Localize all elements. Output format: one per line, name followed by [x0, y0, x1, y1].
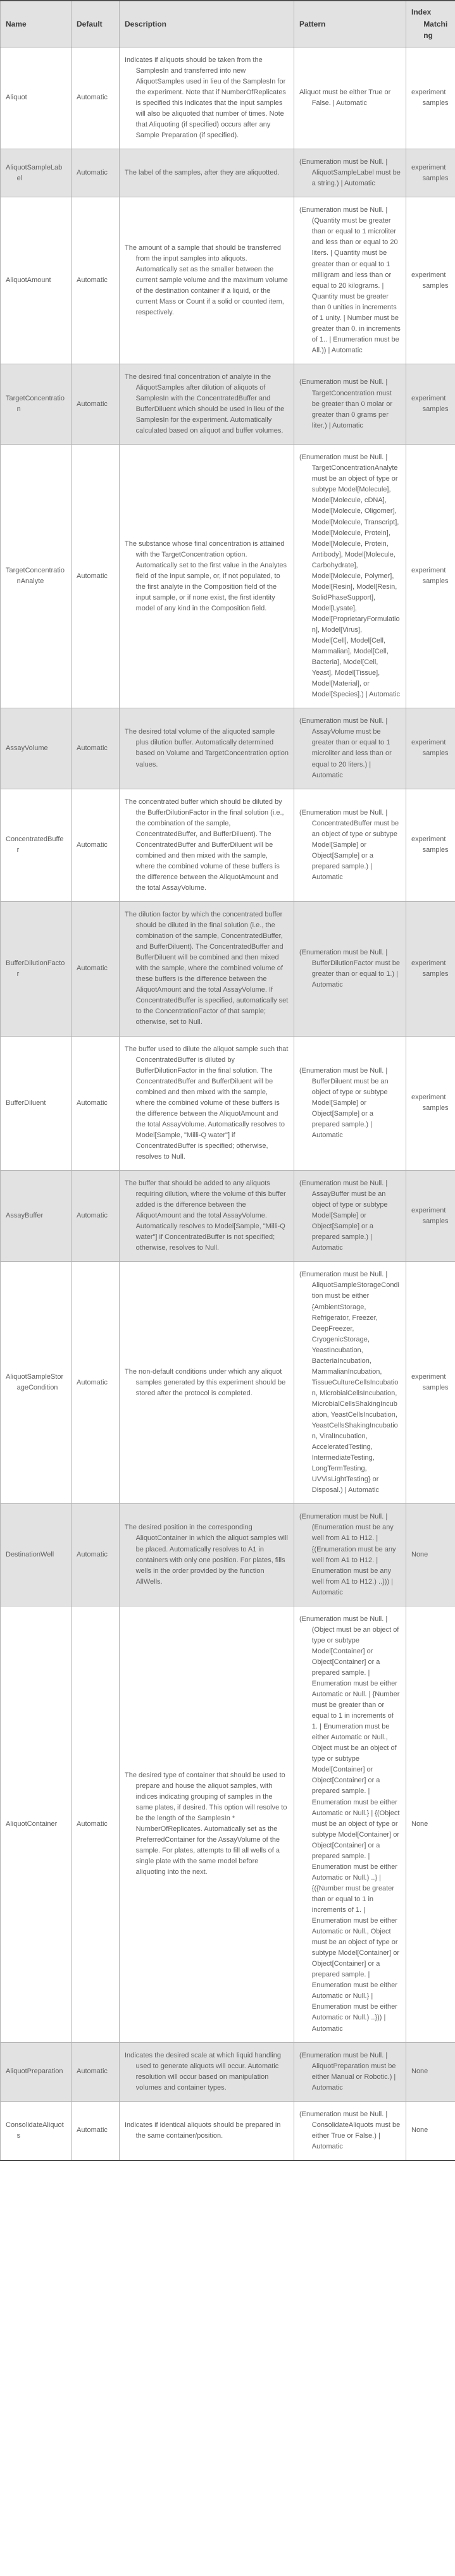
option-name-cell: [1, 2042, 72, 2101]
option-pattern-cell: [294, 364, 406, 444]
option-description: Indicates if aliquots should be taken from the SamplesIn and transferred into new AliquotSamples used in lieu of the SamplesIn for the experiment. Note that if NumberOfReplicates is specified this indicates that the input samples will also be aliquoted that number of times. Note that Aliquoting (if specified) occurs after any Sample Preparation (if specified).: [125, 56, 286, 140]
table-row: [1, 2042, 455, 2101]
option-default-cell: [72, 1171, 120, 1262]
option-name-cell: [1, 47, 72, 149]
option-index-matching-cell: [406, 1171, 455, 1262]
option-default-value: Automatic: [77, 572, 108, 580]
option-description: Indicates if identical aliquots should be prepared in the same container/position.: [125, 2121, 281, 2140]
option-default-value: Automatic: [77, 1820, 108, 1828]
column-header-default: [72, 1, 120, 47]
option-pattern: (Enumeration must be Null. | AssayBuffer must be an object of type or subtype Model[Sample] or Object[Sample] or a prepared sample.) | Automatic: [299, 1180, 388, 1252]
option-index-matching-cell: [406, 364, 455, 444]
option-default-cell: [72, 149, 120, 197]
option-description-cell: [120, 197, 294, 364]
option-name-cell: [1, 445, 72, 708]
option-index-matching-cell: [406, 1606, 455, 2042]
option-index-matching: experiment samples: [411, 1373, 449, 1392]
option-name-cell: [1, 1606, 72, 2042]
option-description-cell: [120, 2101, 294, 2160]
option-name: AssayVolume: [6, 744, 48, 752]
option-pattern: (Enumeration must be Null. | AssayVolume must be greater than or equal to 1 microliter and less than or equal to 20 liters.) | Automatic: [299, 717, 392, 779]
column-header-description: [120, 1, 294, 47]
option-pattern-cell: [294, 149, 406, 197]
option-index-matching-cell: [406, 2101, 455, 2160]
option-default-cell: [72, 1504, 120, 1606]
table-row: [1, 1504, 455, 1606]
option-pattern: (Enumeration must be Null. | ConcentratedBuffer must be an object of type or subtype Model[Sample] or Object[Sample] or a prepared sample.) | Automatic: [299, 808, 399, 881]
option-description: The desired position in the corresponding AliquotContainer in which the aliquot samples will be placed. Automatically resolves to A1 in containers with only one position. For plates, fills wells in the order provided by the function AllWells.: [125, 1524, 288, 1586]
column-header-description-label: Description: [125, 19, 167, 28]
option-index-matching: experiment samples: [411, 959, 449, 978]
column-header-pattern: [294, 1, 406, 47]
option-name-cell: [1, 364, 72, 444]
option-pattern: (Enumeration must be Null. | ConsolidateAliquots must be either True or False.) | Automatic: [299, 2110, 401, 2150]
option-description-cell: [120, 1171, 294, 1262]
option-pattern-cell: [294, 1606, 406, 2042]
option-pattern-cell: [294, 445, 406, 708]
table-row: [1, 708, 455, 789]
option-pattern: (Enumeration must be Null. | (Quantity must be greater than or equal to 1 microliter and less than or equal to 20 liters. | Quantity must be greater than or equal to 1 milligram and less than or equal to 20 kilograms. | Quantity must be greater than 0 unities in increments of 1 unity. | Number must be greater than 0. in increments of 1.. | Enumeration must be All.)) | Automatic: [299, 206, 401, 354]
option-default-cell: [72, 1262, 120, 1504]
option-default-value: Automatic: [77, 169, 108, 177]
option-description: The desired total volume of the aliquoted sample plus dilution buffer. Automatically determined based on Volume and TargetConcentration option values.: [125, 728, 289, 768]
option-name-cell: [1, 1504, 72, 1606]
option-pattern-cell: [294, 1262, 406, 1504]
option-pattern-cell: [294, 1036, 406, 1171]
option-description-cell: [120, 902, 294, 1037]
option-description-cell: [120, 149, 294, 197]
option-index-matching: experiment samples: [411, 1094, 449, 1112]
option-pattern: Aliquot must be either True or False. | Automatic: [299, 88, 391, 107]
column-header-name: [1, 1, 72, 47]
option-description: The label of the samples, after they are aliquotted.: [125, 169, 280, 177]
option-index-matching: experiment samples: [411, 739, 449, 758]
option-description: Indicates the desired scale at which liquid handling used to generate aliquots will occur. Automatic resolution will occur based on manipulation volumes and container types.: [125, 2051, 282, 2092]
option-index-matching-cell: [406, 708, 455, 789]
option-default-value: Automatic: [77, 2068, 108, 2076]
option-description: The dilution factor by which the concentrated buffer should be diluted in the final solution (i.e., the combination of the sample, ConcentratedBuffer, and BufferDiluent). The ConcentratedBuffer and BufferDiluent will be combined and then mixed with the sample, where the combined volume of these buffers is the difference between the AliquotAmount and the total AssayVolume. If ConcentratedBuffer is specified, automatically set to the ConcentrationFactor of that sample; otherwise, set to Null.: [125, 911, 289, 1026]
table-row: [1, 149, 455, 197]
option-index-matching-cell: [406, 197, 455, 364]
option-name: AliquotSampleStorageCondition: [6, 1373, 64, 1392]
table-row: [1, 1262, 455, 1504]
option-index-matching: experiment samples: [411, 271, 449, 290]
option-description-cell: [120, 445, 294, 708]
option-index-matching: experiment samples: [411, 835, 449, 854]
option-name: TargetConcentration: [6, 395, 65, 414]
option-default-value: Automatic: [77, 744, 108, 752]
option-name: AliquotContainer: [6, 1820, 58, 1828]
option-description-cell: [120, 1606, 294, 2042]
option-index-matching-cell: [406, 1504, 455, 1606]
option-index-matching: experiment samples: [411, 1206, 449, 1225]
option-index-matching: experiment samples: [411, 567, 449, 586]
option-pattern: (Enumeration must be Null. | TargetConcentration must be greater than 0 molar or greater than 0 grams per liter.) | Automatic: [299, 378, 392, 429]
option-pattern: (Enumeration must be Null. | AliquotSampleStorageCondition must be either {AmbientStorage, Refrigerator, Freezer, DeepFreezer, CryogenicStorage, YeastIncubation, BacteriaIncubation, MammalianIncubation, TissueCultureCellsIncubation, MicrobialCellsIncubation, MicrobialCellsShakingIncubation, YeastCellsIncubation, YeastCellsShakingIncubation, ViralIncubation, AcceleratedTesting, IntermediateTesting, LongTermTesting, UVVisLightTesting} or Disposal.) | Automatic: [299, 1271, 399, 1494]
option-pattern-cell: [294, 47, 406, 149]
option-index-matching-cell: [406, 1036, 455, 1171]
option-name: ConsolidateAliquots: [6, 2121, 64, 2140]
column-header-index-matching: [406, 1, 455, 47]
option-default-cell: [72, 708, 120, 789]
option-pattern-cell: [294, 902, 406, 1037]
option-name: AliquotPreparation: [6, 2068, 63, 2076]
option-default-value: Automatic: [77, 1551, 108, 1559]
option-name: BufferDiluent: [6, 1099, 46, 1107]
option-index-matching: experiment samples: [411, 88, 449, 107]
option-default-value: Automatic: [77, 94, 108, 102]
option-default-cell: [72, 2101, 120, 2160]
option-description-cell: [120, 364, 294, 444]
option-default-value: Automatic: [77, 841, 108, 849]
table-body: [1, 47, 455, 2160]
option-index-matching: None: [411, 1551, 428, 1559]
option-pattern-cell: [294, 789, 406, 901]
table-header: [1, 1, 455, 47]
option-pattern-cell: [294, 197, 406, 364]
option-description: The amount of a sample that should be transferred from the input samples into aliquots. Automatically set as the smaller between the current sample volume and the maximum volume of the destination container if a liquid, or the current Mass or Count if a solid or counted item, respectively.: [125, 243, 288, 317]
option-index-matching-cell: [406, 47, 455, 149]
option-name-cell: [1, 902, 72, 1037]
option-index-matching-cell: [406, 445, 455, 708]
option-description-cell: [120, 2042, 294, 2101]
option-description-cell: [120, 1036, 294, 1171]
option-name-cell: [1, 708, 72, 789]
option-index-matching-cell: [406, 902, 455, 1037]
option-name: AliquotAmount: [6, 276, 51, 285]
option-default-cell: [72, 197, 120, 364]
option-default-cell: [72, 1606, 120, 2042]
option-pattern: (Enumeration must be Null. | (Object must be an object of type or subtype Model[Container] or Object[Container] or a prepared sample. | Enumeration must be either Automatic or Null. | {Number must be greater than or equal to 1 in increments of 1. | Enumeration must be either Automatic or Null., Object must be an object of type or subtype Model[Container] or Object[Container] or a prepared sample. | Enumeration must be either Automatic or Null.} | {(Object must be an object of type or subtype Model[Container] or Object[Container] or a prepared sample. | Enumeration must be either Automatic or Null.) ..} | {({Number must be greater than or equal to 1 in increments of 1. | Enumeration must be either Automatic or Null., Object must be an object of type or subtype Model[Container] or Object[Container] or a prepared sample. | Enumeration must be either Automatic or Null.} | Enumeration must be either Automatic or Null.) ..})) | Automatic: [299, 1615, 400, 2033]
table-row: [1, 2101, 455, 2160]
column-header-index-matching-label: Index Matching: [411, 8, 448, 40]
option-pattern: (Enumeration must be Null. | BufferDiluent must be an object of type or subtype Model[Sample] or Object[Sample] or a prepared sample.) | Automatic: [299, 1066, 389, 1139]
table-row: [1, 1036, 455, 1171]
option-default-cell: [72, 789, 120, 901]
option-pattern-cell: [294, 1171, 406, 1262]
table-row: [1, 364, 455, 444]
option-name-cell: [1, 789, 72, 901]
option-default-value: Automatic: [77, 1378, 108, 1386]
option-name: DestinationWell: [6, 1551, 54, 1559]
option-default-value: Automatic: [77, 964, 108, 973]
option-description: The buffer that should be added to any aliquots requiring dilution, where the volume of this buffer added is the difference between the AliquotAmount and the total AssayVolume. Automatically resolves to Model[Sample, "Milli-Q water"] if ConcentratedBuffer is not specified; otherwise, resolves to Null.: [125, 1180, 286, 1252]
option-pattern: (Enumeration must be Null. | AliquotPreparation must be either Manual or Robotic.) | Automatic: [299, 2051, 396, 2092]
option-index-matching-cell: [406, 2042, 455, 2101]
column-header-pattern-label: Pattern: [299, 19, 326, 28]
option-name: BufferDilutionFactor: [6, 959, 65, 978]
option-pattern-cell: [294, 708, 406, 789]
table-row: [1, 1171, 455, 1262]
option-default-value: Automatic: [77, 2126, 108, 2135]
option-description-cell: [120, 708, 294, 789]
option-description: The desired type of container that should be used to prepare and house the aliquot samples, with indices indicating grouping of samples in the same plates, if desired. This option will resolve to be the length of the SamplesIn * NumberOfReplicates. Automatically set as the PreferredContainer for the AssayVolume of the sample. For plates, attempts to fill all wells of a single plate with the same model before aliquoting into the next.: [125, 1771, 287, 1877]
option-name: AliquotSampleLabel: [6, 163, 63, 182]
option-default-cell: [72, 445, 120, 708]
table-row: [1, 47, 455, 149]
table-row: [1, 902, 455, 1037]
option-index-matching: experiment samples: [411, 395, 449, 414]
option-name: AssayBuffer: [6, 1212, 44, 1220]
option-default-cell: [72, 902, 120, 1037]
table-row: [1, 445, 455, 708]
option-name: TargetConcentrationAnalyte: [6, 567, 65, 586]
option-description-cell: [120, 789, 294, 901]
column-header-name-label: Name: [6, 19, 27, 28]
option-index-matching: None: [411, 1820, 428, 1828]
option-default-cell: [72, 2042, 120, 2101]
option-description-cell: [120, 47, 294, 149]
option-name-cell: [1, 1171, 72, 1262]
table-row: [1, 197, 455, 364]
option-default-cell: [72, 364, 120, 444]
header-row: [1, 1, 455, 47]
column-header-default-label: Default: [77, 19, 103, 28]
option-pattern: (Enumeration must be Null. | (Enumeration must be any well from A1 to H12. | {(Enumeration must be any well from A1 to H12. | Enumeration must be any well from A1 to H12.) ..})) | Automatic: [299, 1513, 396, 1596]
option-name-cell: [1, 1036, 72, 1171]
option-name: ConcentratedBuffer: [6, 835, 64, 854]
option-pattern: (Enumeration must be Null. | TargetConcentrationAnalyte must be an object of type or subtype Model[Molecule], Model[Molecule, cDNA], Model[Molecule, Oligomer], Model[Molecule, Transcript], Model[Molecule, Protein], Model[Molecule, Protein, Antibody], Model[Molecule, Carbohydrate], Model[Molecule, Polymer], Model[Resin], Model[Resin, SolidPhaseSupport], Model[Lysate], Model[ProprietaryFormulation], Model[Virus], Model[Cell], Model[Cell, Mammalian], Model[Cell, Bacteria], Model[Cell, Yeast], Model[Tissue], Model[Material], or Model[Species].) | Automatic: [299, 453, 400, 699]
option-default-value: Automatic: [77, 1099, 108, 1107]
option-description: The buffer used to dilute the aliquot sample such that ConcentratedBuffer is diluted by BufferDilutionFactor in the final solution. The ConcentratedBuffer and BufferDiluent will be combined and then mixed with the sample, where the combined volume of these buffers is the difference between the AliquotAmount and the total AssayVolume. Automatically resolves to Model[Sample, "Milli-Q water"] if ConcentratedBuffer is specified; otherwise, resolves to Null.: [125, 1045, 289, 1161]
option-description: The concentrated buffer which should be diluted by the BufferDilutionFactor in the final solution (i.e., the combination of the sample, ConcentratedBuffer, and BufferDiluent). The ConcentratedBuffer and BufferDiluent will be combined and then mixed with the sample, where the combined volume of these buffers is the difference between the AliquotAmount and the total AssayVolume.: [125, 798, 284, 892]
option-name-cell: [1, 2101, 72, 2160]
option-index-matching: None: [411, 2126, 428, 2135]
option-index-matching-cell: [406, 1262, 455, 1504]
option-default-cell: [72, 47, 120, 149]
option-default-value: Automatic: [77, 276, 108, 285]
table-row: [1, 789, 455, 901]
option-default-cell: [72, 1036, 120, 1171]
option-index-matching-cell: [406, 789, 455, 901]
option-description-cell: [120, 1262, 294, 1504]
option-pattern: (Enumeration must be Null. | AliquotSampleLabel must be a string.) | Automatic: [299, 158, 401, 188]
option-description: The substance whose final concentration is attained with the TargetConcentration option. Automatically set to the first value in the Analytes field of the input sample, or, if not populated, to the first analyte in the Composition field of the input sample, or if none exist, the first identity model of any kind in the Composition field.: [125, 539, 287, 612]
option-name-cell: [1, 197, 72, 364]
option-description-cell: [120, 1504, 294, 1606]
option-pattern-cell: [294, 2101, 406, 2160]
option-index-matching-cell: [406, 149, 455, 197]
option-description: The desired final concentration of analyte in the AliquotSamples after dilution of aliquots of SamplesIn with the ConcentratedBuffer and BufferDiluent which should be used in lieu of the SamplesIn for the experiment. Automatically calculated based on aliquot and buffer volumes.: [125, 373, 285, 435]
option-default-value: Automatic: [77, 1212, 108, 1220]
option-name-cell: [1, 149, 72, 197]
option-index-matching: experiment samples: [411, 163, 449, 182]
option-pattern-cell: [294, 2042, 406, 2101]
table-row: [1, 1606, 455, 2042]
option-index-matching: None: [411, 2068, 428, 2076]
option-default-value: Automatic: [77, 400, 108, 408]
option-pattern-cell: [294, 1504, 406, 1606]
option-pattern: (Enumeration must be Null. | BufferDilutionFactor must be greater than or equal to 1.) | Automatic: [299, 948, 400, 989]
option-name: Aliquot: [6, 94, 27, 102]
option-description: The non-default conditions under which any aliquot samples generated by this experiment should be stored after the protocol is completed.: [125, 1367, 286, 1397]
option-name-cell: [1, 1262, 72, 1504]
